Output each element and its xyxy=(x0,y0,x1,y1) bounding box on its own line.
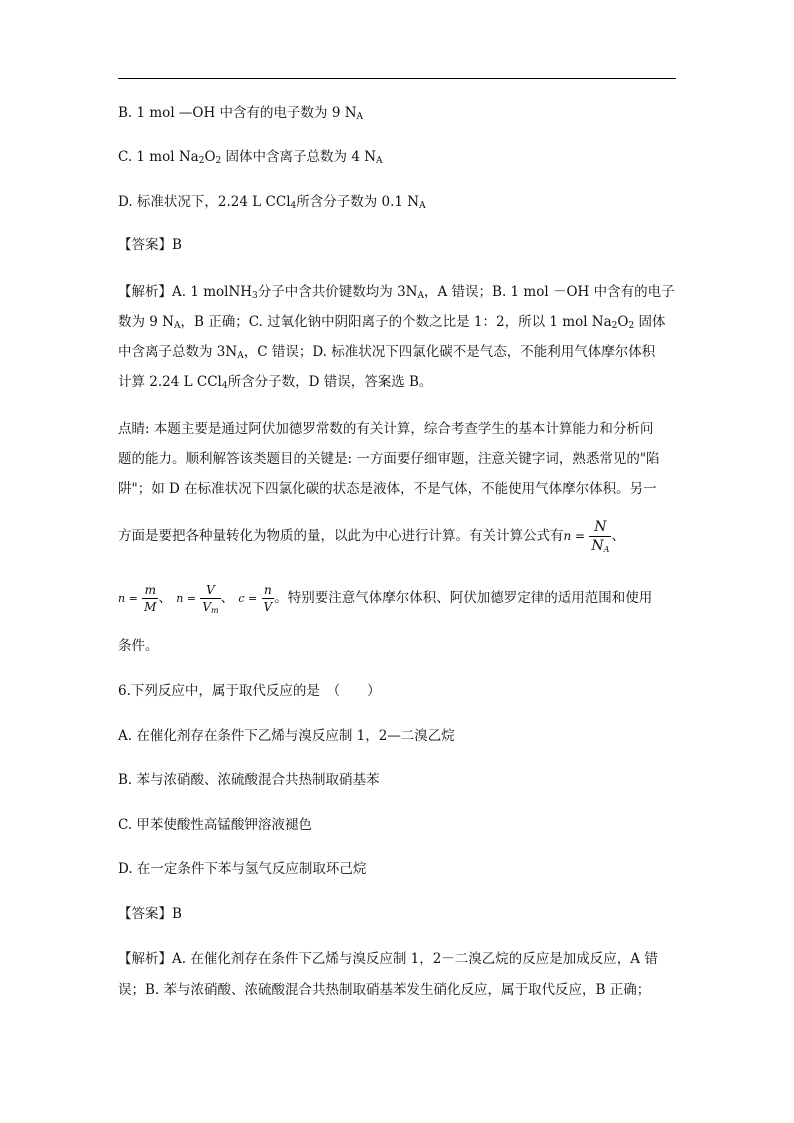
option-a: A. 在催化剂存在条件下乙烯与溴反应制 1，2—二溴乙烷 xyxy=(118,728,455,744)
note-line: 条件。 xyxy=(118,638,159,654)
option-b: B. 苯与浓硝酸、浓硫酸混合共热制取硝基苯 xyxy=(118,772,380,788)
formula-fraction: $\frac{V}{V_m}$ xyxy=(202,583,219,615)
option-d: D. 在一定条件下苯与氢气反应制取环己烷 xyxy=(118,861,367,877)
analysis-line: 【解析】A. 在催化剂存在条件下乙烯与溴反应制 1，2－二溴乙烷的反应是加成反应，A 错 xyxy=(118,951,658,967)
answer-label: 【答案】B xyxy=(118,237,182,253)
analysis-line: 中含离子总数为 $3N_A$，C 错误；D. 标准状况下四氯化碳不是气态，不能利用气体摩尔体积 xyxy=(118,344,656,361)
option-b-line: B. 1 mol —OH 中含有的电子数为 9 $N_A$ xyxy=(118,105,364,122)
note-line: 题的能力。顺利解答该类题目的关键是: 一方面要仔细审题，注意关键字词，熟悉常见的"陷 xyxy=(118,451,660,467)
note-formula-line: 方面是要把各种量转化为物质的量，以此为中心进行计算。有关计算公式有n = $\frac{N}{N_A}$ 、 xyxy=(118,519,625,554)
analysis-line: 计算 2.24 L CCl$_4$所含分子数，D 错误，答案选 B。 xyxy=(118,374,433,391)
note-line: 点睛: 本题主要是通过阿伏加德罗常数的有关计算，综合考查学生的基本计算能力和分析问 xyxy=(118,421,654,437)
formula-lhs: n = xyxy=(563,529,586,543)
formula-fraction: $\frac{N}{N_A}$ xyxy=(591,519,610,554)
analysis-line: 误；B. 苯与浓硝酸、浓硫酸混合共热制取硝基苯发生硝化反应，属于取代反应，B 正确； xyxy=(118,982,651,998)
analysis-line: 数为 9 $N_A$，B 正确；C. 过氧化钠中阴阳离子的个数之比是 1：2，所以 1 mol $Na_2O_2$ 固体 xyxy=(118,314,666,331)
option-c: C. 甲苯使酸性高锰酸钾溶液褪色 xyxy=(118,817,312,833)
answer-label: 【答案】B xyxy=(118,906,182,922)
note-formula-line: n = $\frac{m}{M}$ 、 n = $\frac{V}{V_m}$ 、 c = $\frac{n}{V}$ 。特别要注意气体摩尔体积、阿伏加德罗定律的适用范围和使用 xyxy=(118,583,653,615)
question-stem: 6.下列反应中，属于取代反应的是 （ ） xyxy=(118,683,381,699)
formula-fraction: $\frac{n}{V}$ xyxy=(263,583,273,614)
option-c-line: C. 1 mol $Na_2O_2$ 固体中含离子总数为 4 $N_A$ xyxy=(118,149,383,166)
note-line: 阱"；如 D 在标准状况下四氯化碳的状态是液体，不是气体，不能使用气体摩尔体积。另一 xyxy=(118,481,657,497)
header-rule xyxy=(118,78,676,79)
option-d-line: D. 标准状况下，2.24 L CCl$_4$所含分子数为 0.1 $N_A$ xyxy=(118,194,426,211)
formula-fraction: $\frac{m}{M}$ xyxy=(144,583,157,614)
analysis-line: 【解析】A. 1 molNH$_3$分子中含共价键数均为 $3N_A$，A 错误；B. 1 mol －OH 中含有的电子 xyxy=(118,284,675,301)
